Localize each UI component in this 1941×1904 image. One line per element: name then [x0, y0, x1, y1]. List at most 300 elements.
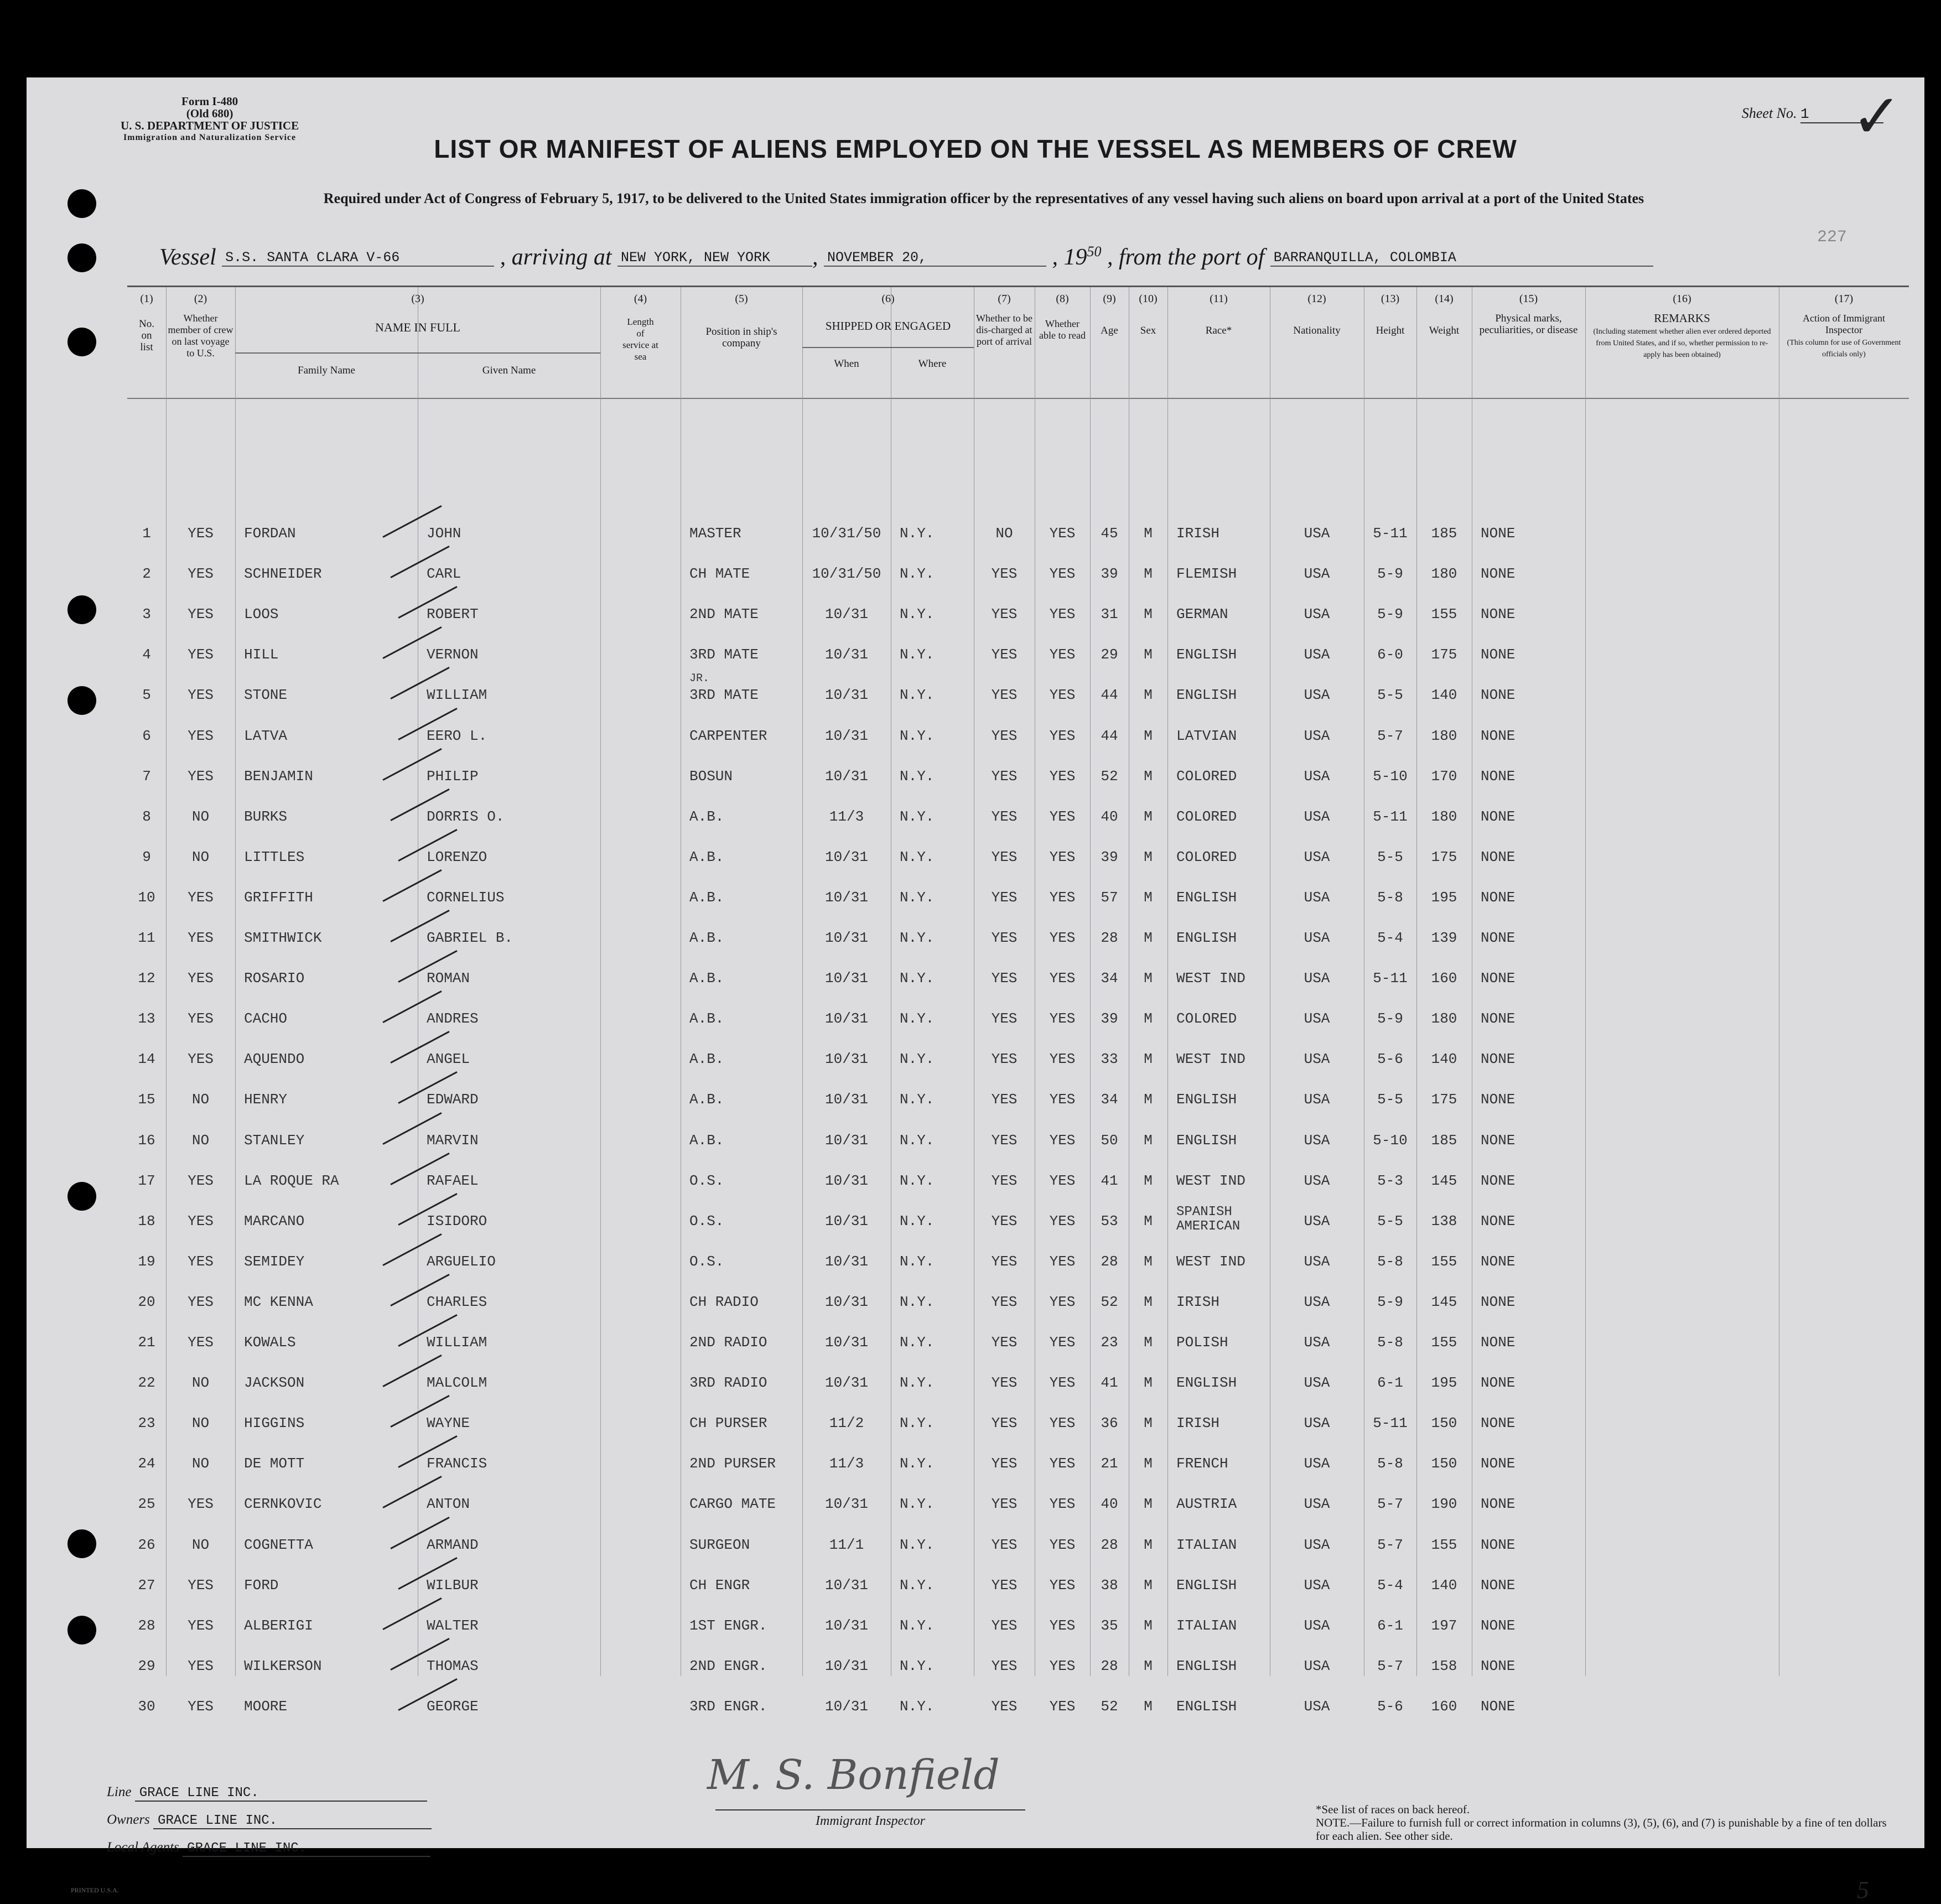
- cell-read: YES: [1049, 1132, 1076, 1149]
- cell-given-name: CHARLES: [427, 1293, 487, 1310]
- line-field: [107, 1784, 427, 1802]
- cell-height: 5-5: [1377, 687, 1403, 704]
- cell-physical: NONE: [1481, 1253, 1516, 1270]
- cell-weight: 180: [1431, 1010, 1457, 1028]
- cell-given-name: GABRIEL B.: [427, 930, 513, 946]
- cell-member: YES: [188, 930, 214, 946]
- cell-position: CARPENTER: [689, 727, 767, 744]
- document-title: LIST OR MANIFEST OF ALIENS EMPLOYED ON THE VESSEL AS MEMBERS OF CREW: [434, 134, 1517, 163]
- cell-age: 34: [1101, 1091, 1118, 1108]
- cell-no: 14: [138, 1051, 155, 1068]
- owners-label: Owners: [107, 1812, 150, 1827]
- cell-family-name: AQUENDO: [244, 1051, 305, 1068]
- cell-no: 3: [142, 606, 151, 623]
- cell-given-name: PHILIP: [427, 767, 479, 785]
- cell-when: 10/31: [824, 727, 868, 744]
- cell-given-name: ROMAN: [427, 970, 470, 987]
- table-row: [127, 1132, 1909, 1154]
- name-header-rule: [802, 347, 974, 348]
- footer-notes: [1316, 1803, 1897, 1843]
- cell-physical: NONE: [1481, 1172, 1516, 1189]
- cell-no: 28: [138, 1617, 155, 1634]
- cell-race: ENGLISH: [1176, 687, 1237, 704]
- cell-weight: 155: [1431, 1334, 1457, 1351]
- cell-read: YES: [1049, 970, 1076, 987]
- cell-when: 10/31: [824, 1010, 868, 1028]
- table-row: [127, 970, 1909, 992]
- cell-physical: NONE: [1481, 646, 1516, 663]
- cell-where: N.Y.: [900, 1212, 935, 1229]
- cell-position: BOSUN: [689, 767, 733, 785]
- cell-when: 10/31: [824, 1698, 868, 1715]
- cell-discharged: YES: [991, 889, 1018, 906]
- cell-weight: 145: [1431, 1293, 1457, 1310]
- cell-member: YES: [188, 1293, 214, 1310]
- cell-family-name: ROSARIO: [244, 970, 305, 987]
- cell-given-name: ISIDORO: [427, 1212, 487, 1229]
- column-number: (15): [1519, 293, 1538, 305]
- table-row: [127, 1091, 1909, 1113]
- cell-weight: 150: [1431, 1415, 1457, 1432]
- cell-sex: M: [1144, 1253, 1153, 1270]
- cell-nationality: USA: [1304, 687, 1330, 704]
- cell-when: 10/31: [824, 1496, 868, 1513]
- cell-family-name: CERNKOVIC: [244, 1496, 322, 1513]
- sheet-label: Sheet No.: [1741, 105, 1797, 121]
- cell-physical: NONE: [1481, 1496, 1516, 1513]
- cell-race: FRENCH: [1176, 1455, 1228, 1472]
- cell-nationality: USA: [1304, 848, 1330, 865]
- cell-member: YES: [188, 687, 214, 704]
- cell-when: 10/31: [824, 767, 868, 785]
- cell-physical: NONE: [1481, 1536, 1516, 1553]
- cell-position: O.S.: [689, 1172, 724, 1189]
- cell-race: ENGLISH: [1176, 1657, 1237, 1674]
- cell-read: YES: [1049, 808, 1076, 825]
- cell-race: ENGLISH: [1176, 1132, 1237, 1149]
- table-row: [127, 1617, 1909, 1640]
- cell-position: SURGEON: [689, 1536, 750, 1553]
- cell-race: ENGLISH: [1176, 1698, 1237, 1715]
- line-value: GRACE LINE INC.: [135, 1786, 427, 1802]
- cell-position: CH PURSER: [689, 1415, 767, 1432]
- cell-discharged: YES: [991, 1172, 1018, 1189]
- cell-member: YES: [188, 1496, 214, 1513]
- cell-nationality: USA: [1304, 1576, 1330, 1594]
- cell-age: 40: [1101, 1496, 1118, 1513]
- cell-height: 5-6: [1377, 1698, 1403, 1715]
- column-number: (5): [735, 293, 748, 305]
- cell-family-name: LA ROQUE RA: [244, 1172, 339, 1189]
- cell-where: N.Y.: [900, 848, 935, 865]
- cell-when: 10/31: [824, 646, 868, 663]
- cell-age: 36: [1101, 1415, 1118, 1432]
- cell-weight: 160: [1431, 970, 1457, 987]
- arrival-port: NEW YORK, NEW YORK: [617, 250, 812, 267]
- cell-given-name: ARMAND: [427, 1536, 479, 1553]
- cell-height: 5-11: [1373, 525, 1408, 542]
- cell-when: 10/31: [824, 1374, 868, 1392]
- cell-where: N.Y.: [900, 1536, 935, 1553]
- cell-where: N.Y.: [900, 1091, 935, 1108]
- cell-member: YES: [188, 1172, 214, 1189]
- cell-no: 30: [138, 1698, 155, 1715]
- cell-position: 2ND RADIO: [689, 1334, 767, 1351]
- page-number: 5: [1857, 1876, 1869, 1903]
- cell-given-name: WAYNE: [427, 1415, 470, 1432]
- cell-height: 5-7: [1377, 1496, 1403, 1513]
- cell-member: NO: [191, 808, 210, 825]
- table-row: [127, 1173, 1909, 1195]
- cell-family-name: BURKS: [244, 808, 288, 825]
- cell-family-name: SMITHWICK: [244, 930, 322, 946]
- cell-no: 23: [138, 1415, 155, 1432]
- cell-read: YES: [1049, 1617, 1076, 1634]
- cell-sex: M: [1144, 1698, 1153, 1715]
- cell-no: 18: [138, 1212, 155, 1229]
- cell-family-name: COGNETTA: [244, 1536, 313, 1553]
- cell-member: YES: [188, 1617, 214, 1634]
- cell-nationality: USA: [1304, 566, 1330, 583]
- cell-member: NO: [191, 1132, 210, 1149]
- cell-race: ENGLISH: [1176, 646, 1237, 663]
- table-row: [127, 1658, 1909, 1680]
- cell-nationality: USA: [1304, 646, 1330, 663]
- cell-age: 52: [1101, 767, 1118, 785]
- header-able-to-read: Whether able to read: [1039, 318, 1086, 341]
- cell-nationality: USA: [1304, 1293, 1330, 1310]
- cell-when: 10/31: [824, 889, 868, 906]
- owners-field: [107, 1812, 432, 1829]
- header-remarks: REMARKS: [1654, 312, 1710, 325]
- cell-race: ITALIAN: [1176, 1617, 1237, 1634]
- cell-age: 45: [1101, 525, 1118, 542]
- cell-discharged: YES: [991, 1617, 1018, 1634]
- cell-when: 10/31: [824, 1334, 868, 1351]
- cell-sex: M: [1144, 1212, 1153, 1229]
- table-row: [127, 1334, 1909, 1356]
- cell-weight: 139: [1431, 930, 1457, 946]
- cell-no: 24: [138, 1455, 155, 1472]
- cell-weight: 180: [1431, 566, 1457, 583]
- cell-given-name: ANGEL: [427, 1051, 470, 1068]
- cell-discharged: YES: [991, 1415, 1018, 1432]
- cell-race: ITALIAN: [1176, 1536, 1237, 1553]
- cell-sex: M: [1144, 970, 1153, 987]
- crew-table: [127, 286, 1909, 1715]
- cell-nationality: USA: [1304, 889, 1330, 906]
- cell-race: WEST IND: [1176, 970, 1245, 987]
- cell-family-name: FORDAN: [244, 525, 296, 542]
- column-number: (3): [411, 293, 424, 305]
- cell-nationality: USA: [1304, 1657, 1330, 1674]
- cell-given-name: VERNON: [427, 646, 479, 663]
- cell-age: 35: [1101, 1617, 1118, 1634]
- cell-sex: M: [1144, 1536, 1153, 1553]
- cell-family-name: BENJAMIN: [244, 767, 313, 785]
- cell-height: 5-7: [1377, 1657, 1403, 1674]
- cell-discharged: YES: [991, 1091, 1018, 1108]
- year-prefix: , 19: [1052, 245, 1087, 270]
- cell-physical: NONE: [1481, 687, 1516, 704]
- cell-no: 25: [138, 1496, 155, 1513]
- cell-physical: NONE: [1481, 525, 1516, 542]
- cell-physical: NONE: [1481, 1415, 1516, 1432]
- cell-height: 5-5: [1377, 848, 1403, 865]
- cell-height: 5-9: [1377, 566, 1403, 583]
- cell-when: 10/31: [824, 1576, 868, 1594]
- header-action: Action of Immigrant Inspector: [1803, 313, 1885, 335]
- cell-age: 34: [1101, 970, 1118, 987]
- cell-read: YES: [1049, 1253, 1076, 1270]
- table-row: [127, 1415, 1909, 1437]
- cell-sex: M: [1144, 1010, 1153, 1028]
- cell-discharged: YES: [991, 1536, 1018, 1553]
- cell-read: YES: [1049, 1698, 1076, 1715]
- cell-no: 12: [138, 970, 155, 987]
- cell-member: YES: [188, 606, 214, 623]
- cell-sex: M: [1144, 687, 1153, 704]
- cell-weight: 155: [1431, 1253, 1457, 1270]
- cell-physical: NONE: [1481, 1657, 1516, 1674]
- binder-hole: [68, 1616, 96, 1644]
- cell-height: 5-8: [1377, 1253, 1403, 1270]
- cell-physical: NONE: [1481, 1617, 1516, 1634]
- cell-weight: 175: [1431, 646, 1457, 663]
- cell-position: 3RD ENGR.: [689, 1698, 767, 1715]
- cell-physical: NONE: [1481, 1132, 1516, 1149]
- cell-discharged: YES: [991, 687, 1018, 704]
- cell-position: CH RADIO: [689, 1293, 759, 1310]
- cell-sex: M: [1144, 1172, 1153, 1189]
- cell-weight: 185: [1431, 1132, 1457, 1149]
- cell-weight: 155: [1431, 1536, 1457, 1553]
- cell-sex: M: [1144, 525, 1153, 542]
- cell-where: N.Y.: [900, 1455, 935, 1472]
- cell-given-name: WILLIAM: [427, 687, 487, 704]
- cell-family-name: WILKERSON: [244, 1657, 322, 1674]
- column-number: (9): [1103, 293, 1116, 305]
- cell-discharged: NO: [995, 525, 1013, 542]
- cell-no: 2: [142, 566, 151, 583]
- cell-weight: 138: [1431, 1212, 1457, 1229]
- cell-member: YES: [188, 525, 214, 542]
- cell-where: N.Y.: [900, 525, 935, 542]
- cell-height: 5-9: [1377, 1293, 1403, 1310]
- cell-when: 10/31: [824, 848, 868, 865]
- cell-discharged: YES: [991, 1293, 1018, 1310]
- cell-member: NO: [191, 1455, 210, 1472]
- cell-position: A.B.: [689, 1091, 724, 1108]
- cell-weight: 175: [1431, 1091, 1457, 1108]
- cell-age: 44: [1101, 727, 1118, 744]
- cell-member: YES: [188, 1698, 214, 1715]
- cell-read: YES: [1049, 1293, 1076, 1310]
- agents-label: Local Agents: [107, 1840, 179, 1855]
- cell-member: YES: [188, 1576, 214, 1594]
- cell-sex: M: [1144, 1576, 1153, 1594]
- cell-race: WEST IND: [1176, 1253, 1245, 1270]
- cell-age: 21: [1101, 1455, 1118, 1472]
- header-position: Position in ship's company: [705, 326, 777, 349]
- cell-family-name: STANLEY: [244, 1132, 305, 1149]
- header-length-service: Length of service at sea: [622, 317, 658, 362]
- cell-read: YES: [1049, 525, 1076, 542]
- cell-given-name: JOHN: [427, 525, 461, 542]
- cell-read: YES: [1049, 1091, 1076, 1108]
- cell-position: A.B.: [689, 1132, 724, 1149]
- cell-nationality: USA: [1304, 1172, 1330, 1189]
- table-row: [127, 930, 1909, 952]
- cell-given-name: EERO L.: [427, 727, 487, 744]
- cell-where: N.Y.: [900, 1253, 935, 1270]
- cell-read: YES: [1049, 1455, 1076, 1472]
- cell-nationality: USA: [1304, 1132, 1330, 1149]
- cell-when: 10/31: [824, 1172, 868, 1189]
- cell-age: 28: [1101, 930, 1118, 946]
- cell-discharged: YES: [991, 767, 1018, 785]
- cell-no: 21: [138, 1334, 155, 1351]
- cell-read: YES: [1049, 646, 1076, 663]
- cell-when: 10/31: [824, 1293, 868, 1310]
- cell-position: CH MATE: [689, 566, 750, 583]
- cell-discharged: YES: [991, 566, 1018, 583]
- cell-family-name: MC KENNA: [244, 1293, 313, 1310]
- cell-where: N.Y.: [900, 727, 935, 744]
- cell-when: 11/3: [829, 1455, 864, 1472]
- cell-when: 11/3: [829, 808, 864, 825]
- cell-position: 2ND MATE: [689, 606, 759, 623]
- cell-nationality: USA: [1304, 1698, 1330, 1715]
- column-number: (7): [998, 293, 1011, 305]
- cell-discharged: YES: [991, 1132, 1018, 1149]
- cell-height: 5-9: [1377, 606, 1403, 623]
- cell-race: ENGLISH: [1176, 1091, 1237, 1108]
- cell-race: COLORED: [1176, 767, 1237, 785]
- cell-age: 41: [1101, 1172, 1118, 1189]
- cell-race: COLORED: [1176, 1010, 1237, 1028]
- column-number: (14): [1435, 293, 1454, 305]
- cell-discharged: YES: [991, 1010, 1018, 1028]
- cell-weight: 197: [1431, 1617, 1457, 1634]
- table-row: [127, 606, 1909, 628]
- binder-hole: [68, 1529, 96, 1558]
- cell-given-name: FRANCIS: [427, 1455, 487, 1472]
- cell-sex: M: [1144, 1415, 1153, 1432]
- cell-sex: M: [1144, 1374, 1153, 1392]
- cell-sex: M: [1144, 646, 1153, 663]
- cell-weight: 140: [1431, 687, 1457, 704]
- cell-physical: NONE: [1481, 1698, 1516, 1715]
- cell-height: 5-5: [1377, 1212, 1403, 1229]
- cell-sex: M: [1144, 1132, 1153, 1149]
- cell-given-name: MALCOLM: [427, 1374, 487, 1392]
- cell-race: AUSTRIA: [1176, 1496, 1237, 1513]
- binder-hole: [68, 189, 96, 218]
- cell-member: YES: [188, 1051, 214, 1068]
- cell-race: ENGLISH: [1176, 1374, 1237, 1392]
- column-number: (17): [1834, 293, 1854, 305]
- cell-age: 39: [1101, 848, 1118, 865]
- cell-position: MASTER: [689, 525, 741, 542]
- cell-where: N.Y.: [900, 1334, 935, 1351]
- cell-read: YES: [1049, 566, 1076, 583]
- cell-height: 5-10: [1373, 767, 1408, 785]
- cell-where: N.Y.: [900, 1698, 935, 1715]
- arriving-label: , arriving at: [500, 245, 612, 270]
- cell-weight: 180: [1431, 727, 1457, 744]
- cell-height: 5-7: [1377, 1536, 1403, 1553]
- cell-member: YES: [188, 1010, 214, 1028]
- cell-nationality: USA: [1304, 1091, 1330, 1108]
- header-family-name: Family Name: [298, 365, 355, 376]
- cell-family-name: GRIFFITH: [244, 889, 313, 906]
- column-number: (6): [881, 293, 895, 305]
- cell-weight: 190: [1431, 1496, 1457, 1513]
- cell-read: YES: [1049, 687, 1076, 704]
- table-row: [127, 646, 1909, 668]
- cell-where: N.Y.: [900, 930, 935, 946]
- cell-when: 10/31/50: [812, 525, 881, 542]
- cell-position: A.B.: [689, 808, 724, 825]
- table-row: [127, 1051, 1909, 1073]
- binder-hole: [68, 686, 96, 715]
- cell-nationality: USA: [1304, 1051, 1330, 1068]
- cell-sex: M: [1144, 1657, 1153, 1674]
- cell-age: 29: [1101, 646, 1118, 663]
- cell-given-name: ARGUELIO: [427, 1253, 496, 1270]
- header-physical-marks: Physical marks, peculiarities, or disease: [1479, 313, 1578, 336]
- cell-weight: 145: [1431, 1172, 1457, 1189]
- cell-age: 57: [1101, 889, 1118, 906]
- cell-family-name: CACHO: [244, 1010, 288, 1028]
- name-header-rule: [235, 352, 600, 354]
- cell-position: A.B.: [689, 889, 724, 906]
- cell-age: 28: [1101, 1657, 1118, 1674]
- cell-race: WEST IND: [1176, 1051, 1245, 1068]
- cell-age: 44: [1101, 687, 1118, 704]
- cell-position: CH ENGR: [689, 1576, 750, 1594]
- cell-height: 5-7: [1377, 727, 1403, 744]
- cell-sex: M: [1144, 1334, 1153, 1351]
- cell-where: N.Y.: [900, 970, 935, 987]
- table-row: [127, 1577, 1909, 1599]
- cell-age: 41: [1101, 1374, 1118, 1392]
- cell-read: YES: [1049, 1051, 1076, 1068]
- binder-hole: [68, 595, 96, 624]
- cell-age: 31: [1101, 606, 1118, 623]
- cell-race: WEST IND: [1176, 1172, 1245, 1189]
- column-number: (16): [1673, 293, 1691, 305]
- vessel-line: Vessel S.S. SANTA CLARA V-66 , arriving at NEW YORK, NEW YORK , NOVEMBER 20, , $19^{50}$ , from the port of BARRANQUILLA, COLOMBIA: [159, 243, 1653, 271]
- cell-weight: 175: [1431, 848, 1457, 865]
- cell-no: 7: [142, 767, 151, 785]
- header-race: Race*: [1205, 325, 1232, 336]
- cell-sex: M: [1144, 930, 1153, 946]
- cell-read: YES: [1049, 1496, 1076, 1513]
- cell-nationality: USA: [1304, 1374, 1330, 1392]
- cell-where: N.Y.: [900, 687, 935, 704]
- cell-where: N.Y.: [900, 1374, 935, 1392]
- cell-read: YES: [1049, 1212, 1076, 1229]
- cell-physical: NONE: [1481, 1374, 1516, 1392]
- cell-no: 26: [138, 1536, 155, 1553]
- cell-member: YES: [188, 1212, 214, 1229]
- cell-height: 5-11: [1373, 970, 1408, 987]
- header-whether-member: Whether member of crew on last voyage to U.S.: [168, 313, 233, 359]
- cell-no: 10: [138, 889, 155, 906]
- cell-where: N.Y.: [900, 1172, 935, 1189]
